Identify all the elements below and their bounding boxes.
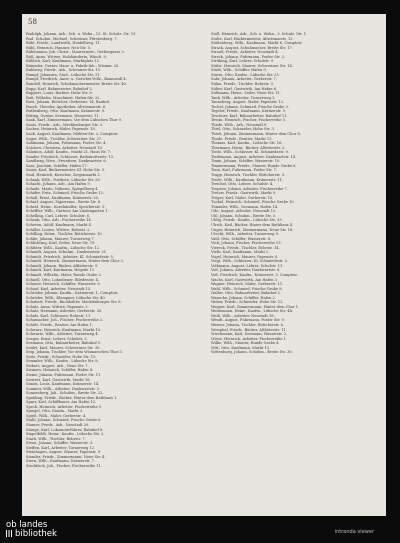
directory-entry: Schäfer, Fritz, Schmied, Frische Grube 12. bbox=[26, 191, 105, 196]
directory-entry: Ruhberg, Friedr., Arb., Scheunen-Str. 15. bbox=[26, 68, 102, 73]
directory-entry: Sachse, Heinrich, Maler, Papenstr. 18. bbox=[26, 127, 96, 132]
directory-entry: Siewert, Karl, Gastwirth, Markt 18. bbox=[26, 377, 91, 382]
directory-entry: Schmidt, Heinrich, Zimmermann, Hinter dem Chor 3. bbox=[26, 259, 124, 264]
directory-entry: Semmler, Wilh., Kaufm., Lübsche Str. 8. bbox=[26, 359, 99, 364]
directory-entry: Vick, Johann, Fischer, Fischerreihe 13. bbox=[211, 241, 282, 246]
directory-entry: Sommer, Wilh., Arbeiter, Dankwartstr. 2. bbox=[26, 386, 101, 391]
directory-entry: Weber, Friedr., Schneider, Hohe Str. 12. bbox=[211, 300, 284, 305]
directory-entry: Schlie, Johann, Maurer, Turnerweg 7. bbox=[26, 236, 95, 241]
directory-entry: Stamer, Friedr., Arb., Neustadt 20. bbox=[26, 423, 90, 428]
directory-entry: Uhl, Johann, Schuhm., Breite Str. 5. bbox=[211, 213, 277, 218]
directory-entry: Scheven, Adolf, Kaufmann, Markt 4. bbox=[26, 222, 93, 227]
directory-entry: Salomon, Adolf, Kaufm., Markt 21, Haus Nr. 7. bbox=[26, 150, 112, 155]
directory-entry: Schacht, Johann, Arb., Am Hafen 9. bbox=[26, 182, 91, 187]
directory-entry: Witt, Otto, Kaufmann, Markt 13. bbox=[211, 345, 271, 350]
directory-entry: Rüß, Anna, Wittwe, Holzhänderin, Wäsch. 9. bbox=[26, 54, 107, 59]
directory-entry: Rust, Johann, Böttcher, Gerberstr. 14, Bauhof. bbox=[26, 100, 110, 105]
directory-entry: Salchow, Christian, Arbeiter, Neustadt 10. bbox=[26, 145, 103, 150]
directory-entry: Schulz, Karl, Schlosser, Bohrstr. 11. bbox=[26, 313, 92, 318]
directory-entry: Stange, Karl, Lokomotivführer, Bahnhof 8. bbox=[26, 427, 104, 432]
directory-entry: Westphal, Friedr., Bäcker, Altböterstr. 11. bbox=[211, 327, 287, 332]
directory-entry: Rühlemann, Joh. Christ., Maurermstr., Gerbergasse 3. bbox=[26, 50, 125, 55]
directory-entry: Steinhagen, August, Maurer, Papenstr. 9. bbox=[26, 450, 102, 455]
directory-entry: Sager, Wilh., Tischler, Schweriner Str. 27. bbox=[26, 136, 103, 141]
directory-entry: Sandberg, Wwe., Privatiere, Dankwartstr. 6. bbox=[26, 159, 107, 164]
directory-entry: Strack, August, Schuhmacher, Breite Str. 17. bbox=[211, 45, 293, 50]
directory-entry: Treichel, Otto, Lehrer, Schulstr. 4. bbox=[211, 182, 274, 187]
directory-entry: Voß, Johann, Arbeiter, Dankwartstr. 8. bbox=[211, 268, 281, 273]
directory-entry: Stahl, Johann, Schmied, Frische Grube 6. bbox=[26, 418, 102, 423]
directory-entry: Thede, Wilh., Arb., Neustadt 8. bbox=[211, 122, 268, 127]
directory-entry: Strauß, Friedr., Arbeiter, Neustadt 4. bbox=[211, 50, 279, 55]
directory-entry: Utecht, Wilh., Arbeiter, Turnerweg 9. bbox=[211, 232, 280, 237]
directory-entry: Rühl, Friedr., Landwirth, Heidelberg. 11. bbox=[26, 41, 101, 46]
directory-entry: Schubert, Friedr., Buchhalter, Mecklenburger Str. 8. bbox=[26, 300, 122, 305]
directory-entry: Seeger, Ernst, Lehrer, Schulstr. 2. bbox=[26, 336, 88, 341]
directory-entry: Siems, Johann, Fuhrmann, Poeler Str. 11. bbox=[26, 373, 102, 378]
directory-entry: Thode, Friedr., Rentier, Markt 15. bbox=[211, 136, 273, 141]
directory-entry: Spiegel, Otto, Kaufm., Markt 3. bbox=[26, 409, 84, 414]
directory-entry: Scheel, Heinr., Kornhändler, Speicherstr. 3. bbox=[26, 204, 106, 209]
directory-entry: Schulz, Anna, Wittwe, Papenstr. 3. bbox=[26, 304, 89, 309]
directory-entry: Seemann, Otto, Bahnarbeiter, Bahnhof 5. bbox=[26, 341, 102, 346]
directory-entry: Schall, Ernst, Kaufmann, Krämerstr. 20. bbox=[26, 195, 100, 200]
directory-entry: Stolte, Karl, Bäckermeister, Altwismarstr. 12. bbox=[211, 36, 294, 41]
directory-entry: Schwartz, Wilh., Arbeiter, Turnerweg 4. bbox=[26, 332, 99, 337]
directory-entry: Schaak, Wilh., Postbote, Lübsche Str. 55. bbox=[26, 177, 101, 182]
directory-entry: Wendt, August, Fuhrmann, Poeler Str. 9. bbox=[211, 318, 285, 323]
directory-entry: Seip, Johann, Tischler, Vor dem Wismarschen Thor 3. bbox=[26, 350, 123, 355]
directory-entry: Scharf, August, Zigarrenm., Breite Str. 8. bbox=[26, 200, 102, 205]
directory-entry: Rumpf, Johannes, Stud., Lübsche Str. 31. bbox=[26, 72, 101, 77]
directory-entry: Schlüter, Wilh., Kaufm., Lübsche Str. 12. bbox=[26, 245, 101, 250]
library-logo bbox=[6, 521, 57, 539]
directory-entry: Tretow, Friedr., Gastwirth, Markt 9. bbox=[211, 191, 277, 196]
directory-entry: Rudolph, Johann, Arb., Sch. u. Wohn., 15, St. Schulz. Str. 19. bbox=[26, 32, 137, 36]
directory-entry: Tegeler, Friedr., Kaufmann, Krämerstr. 9. bbox=[211, 109, 287, 114]
directory-entry: Voigt, Wilh., Schlosser, Kl. Schmiedestr. 2. bbox=[211, 259, 289, 264]
directory-entry: Warncke, Johann, Schiffer, Hafen 2. bbox=[211, 295, 276, 300]
directory-entry: Ruppert, Louis, Barbier, Hohe Str. 8. bbox=[26, 91, 93, 96]
directory-entry: Saatz, Friedr., Arb., Mecklenburger Str. 3. bbox=[26, 122, 104, 127]
directory-entry: Trapp, Heinrich, Tischler, Böttcherstr. 3. bbox=[211, 172, 286, 177]
directory-entry: Schröder, Wilh., Klempner, Lübsche Str. 40. bbox=[26, 295, 106, 300]
directory-entry: Schiller, Louise, Wittwe, Bohrstr. 2. bbox=[26, 227, 91, 232]
directory-entry: Rud. Schuhm. Michael, Schreiner, Fürstenberg. 7. bbox=[26, 36, 118, 41]
directory-entry: Schilling, Heinr., Tischler, Böttcherstr. 10. bbox=[26, 232, 103, 237]
directory-entry: Vieth, Karl, Kaufmann, Markt 2. bbox=[211, 250, 270, 255]
directory-entry: Speck, Heinrich, Arbeiter, Fischerreihe 9. bbox=[26, 404, 103, 409]
right-column bbox=[211, 32, 381, 355]
directory-entry: Thieß, Johann, Zimmermann, Hinter dem Chor 8. bbox=[211, 132, 301, 137]
directory-entry: Tonn, Karl, Fuhrmann, Poeler Str. 7. bbox=[211, 168, 278, 173]
directory-entry: Tessin, Heinrich, Fischer, Fischerreihe 5. bbox=[211, 118, 287, 123]
directory-entry: Sparr, Karl, Schiffbauer, Am Hafen 12. bbox=[26, 400, 97, 405]
directory-entry: Rupp, Karl, Bahnmeister, Bahnhof 2. bbox=[26, 86, 93, 91]
directory-entry: Streck, Johann, Fuhrmann, Poeler Str. 2. bbox=[211, 54, 286, 59]
directory-entry: Teschner, Karl, Bahnarbeiter, Bahnhof 11. bbox=[211, 113, 288, 118]
directory-entry: Suhr, Johann, Arbeiter, Gerberstr. 7. bbox=[211, 77, 277, 82]
directory-entry: Tümmler, Wilh., Seemann, Hafen 14. bbox=[211, 204, 279, 209]
directory-entry: Schütt, Friedr., Rentier, Am Hafen 1. bbox=[26, 323, 94, 327]
directory-entry: Stübe, Heinrich, Maurer, Schweriner Str. 14. bbox=[211, 63, 294, 68]
document-page bbox=[22, 14, 386, 516]
directory-entry: Spalding, Friedr., Bäcker, Hinter dem Rathhaus 1. bbox=[26, 395, 118, 400]
directory-entry: Sturm, Otto, Kaufm., Lübsche Str. 25. bbox=[211, 72, 280, 77]
directory-entry: Rusch, Theodor, Apotheker, Altwismarstr. 6. bbox=[26, 104, 107, 109]
directory-entry: Schoof, Karl, Arbeiter, Neustadt 15. bbox=[26, 286, 92, 291]
directory-entry: Ulrich, Karl, Bäcker, Hinter dem Rathhaus 4. bbox=[211, 222, 294, 227]
directory-entry: Vogel, Heinrich, Maurer, Papenstr. 6. bbox=[211, 254, 279, 259]
directory-entry: Siemers, Heinrich, Schiffer, Hafen 4. bbox=[26, 368, 94, 373]
directory-entry: Ruthenberg, Otto, Kaufmann, Krämerstr. 5. bbox=[26, 109, 106, 114]
directory-entry: Uhlig, Friedr., Kaufm., Lübsche Str. 33. bbox=[211, 218, 283, 223]
directory-entry: Schumacher, Joh., Fischer, Fischerreihe 2. bbox=[26, 318, 104, 323]
directory-entry: Sonnenberg, Joh., Schuhm., Breite Str. 22. bbox=[26, 391, 104, 396]
directory-entry: Rühl, Heinrich, Hausier, Neu-Str. 5. bbox=[26, 45, 92, 50]
directory-entry: Thiel, Otto, Schneider, Hohe Str. 3. bbox=[211, 127, 275, 132]
directory-entry: Wilke, Wilh., Maurer, Runde Grube 4. bbox=[211, 341, 280, 346]
directory-entry: Viereck, Friedr., Tischler, Bohrstr. 14. bbox=[211, 245, 280, 250]
page-number: 58 bbox=[28, 18, 37, 26]
directory-entry: Werner, Johann, Tischler, Böttcherstr. 6. bbox=[211, 323, 285, 327]
directory-entry: Schenk, Otto, Arb., Fischerreihe 14. bbox=[26, 218, 92, 223]
directory-entry: Schnell, Otto, Lohndiener, Bliedenstr. 4. bbox=[26, 277, 100, 282]
directory-entry: Sack, August, Kaufmann, Mühlen-Str. 2, Comptoir. bbox=[26, 132, 119, 137]
directory-entry: Thomas, Karl, Kaufm., Lübsche Str. 16. bbox=[211, 141, 283, 146]
directory-entry: Weidemann, Heinr., Kaufm., Lübsche Str. 44. bbox=[211, 309, 294, 314]
directory-entry: Spieß, Wilh., Maler, Gerberstr. 4. bbox=[26, 413, 87, 418]
directory-entry: Wiese, Heinrich, Arbeiter, Fischerreihe 1. bbox=[211, 336, 288, 341]
library-logo-line1: ob landes bbox=[6, 520, 48, 530]
directory-entry: Schnoor, Heinrich, Schiffer, Wasserstr. 6. bbox=[26, 282, 101, 287]
directory-entry: Stark, Wilh., Tischler, Bohrstr. 7. bbox=[26, 436, 86, 441]
directory-entry: Schelling, Carl, Lehrer, Schulstr. 6. bbox=[26, 213, 91, 218]
directory-entry: Wagner, Heinrich, Maler, Gerberstr. 11. bbox=[211, 282, 284, 287]
directory-entry: Schmidt, August, Schuhm., Dankwartstr. 21. bbox=[26, 250, 108, 255]
directory-entry: Trede, Wilh., Kaufmann, Krämerstr. 11. bbox=[211, 177, 283, 182]
directory-entry: Schröder, Johann, Kaufm., Krämerstr. 1, Comptoir. bbox=[26, 291, 119, 296]
directory-entry: Sülau, Friedr., Tischler, Bohrstr. 3. bbox=[211, 82, 274, 87]
directory-entry: Schade, Marie, Näherin, Spiegelberg 4. bbox=[26, 186, 99, 191]
directory-entry: Wahl, Wilh., Schmied, Frische Grube 8. bbox=[211, 286, 283, 291]
directory-entry: Unger, Heinrich, Zimmermann, Neue Str. 16. bbox=[211, 227, 294, 232]
directory-entry: Siebert, August, Arb., Neue Str. 7. bbox=[26, 363, 89, 368]
directory-entry: Tiede, Wilh., Schlosser, Kl. Schmiedestr. 9. bbox=[211, 150, 289, 155]
directory-entry: Wittenburg, Johann, Schuhm., Breite Str. 30. bbox=[211, 350, 293, 355]
directory-entry: Wegner, Karl, Zimmermann, Hinter dem Chor 1. bbox=[211, 304, 300, 309]
directory-entry: Treptow, Johann, Arbeiter, Fischerreihe 7. bbox=[211, 186, 288, 191]
directory-entry: Sass, Joachim, Schiffer, Hafen 17. bbox=[26, 163, 88, 168]
directory-entry: Wachs, Karl, Gastwirth, Am Hafen 3. bbox=[211, 277, 279, 282]
directory-entry: Steen, Johann, Schiffer, Wasserstr. 3. bbox=[26, 441, 94, 446]
directory-entry: Tank, Wilh., Arbeiter, Turnerweg 1. bbox=[211, 95, 276, 100]
directory-entry: Schwarz, Heinrich, Kaufmann, Markt 10. bbox=[26, 327, 102, 332]
directory-entry: Sülter, Karl, Gastwirth, Am Hafen 6. bbox=[211, 86, 278, 91]
directory-entry: Rumpf, Friedrich, Amts- u. Gerichts-Vollz., Baumwall 4. bbox=[26, 77, 127, 82]
directory-entry: Strübing, Karl, Lehrer, Schulstr. 9. bbox=[211, 59, 275, 64]
directory-entry: Stender, Friedr., Zimmermann, Neue Str. 4. bbox=[26, 454, 106, 459]
directory-entry: Rühlich, Karl, Kaufmann, Marktplatz 12. bbox=[26, 59, 101, 64]
directory-entry: Schulz, Hermann, Arbeiter, Gerberstr. 20. bbox=[26, 309, 103, 314]
directory-entry: Sauer, Karl, Bäckermeister, Kl. Hohe Str. 3. bbox=[26, 168, 106, 173]
directory-entry: Schlichting, Karl, Seiler, Neue Str. 19. bbox=[26, 241, 96, 246]
directory-entry: Tuchel, Heinrich, Schmied, Frische Grube 10. bbox=[211, 200, 295, 205]
directory-entry: Simon, Louis, Kaufmann, Krämerstr. 14. bbox=[26, 382, 100, 387]
directory-entry: Weiß, Wilh., Arbeiter, Neustadt 18. bbox=[211, 313, 275, 318]
directory-entry: Voß, Friedrich, Kaufm., Krämerstr. 3, Comptoir. bbox=[211, 272, 298, 277]
directory-entry: Studt, Wilh., Schiffer, Hafen 9. bbox=[211, 68, 267, 73]
directory-entry: Volkmann, August, Lehrer, Schulstr. 11. bbox=[211, 263, 284, 268]
directory-entry: Schmidt, Wilhelm, Maler, Runde Grube 2. bbox=[26, 272, 103, 277]
directory-entry: Ruß, Wilhelm, Maschinist, Hafen-Str. 22. bbox=[26, 95, 101, 100]
directory-entry: Sahlmann, Johann, Fuhrmann, Poeler Str. 4. bbox=[26, 141, 107, 146]
directory-entry: Seitz, Friedr., Schneider, Hohe Str. 15. bbox=[26, 354, 97, 359]
directory-entry: Sander, Friedrich, Schlosser, Bademutterstr. 13. bbox=[26, 154, 115, 159]
directory-entry: Wiechmann, Karl, Seemann, Wasserstr. 2. bbox=[211, 332, 288, 337]
directory-entry: Saul, Heinrich, Kutscher, Ziegenmarkt 2. bbox=[26, 172, 101, 177]
directory-entry: Walter, Otto, Bahnarbeiter, Bahnhof 3. bbox=[211, 291, 281, 296]
left-column bbox=[26, 32, 196, 469]
library-logo-line2: bibliothek bbox=[15, 529, 57, 539]
directory-entry: Tröger, Karl, Maler, Gerberstr. 15. bbox=[211, 195, 274, 200]
directory-entry: Scheffler, Wilh., Gärtner, Am Lindengarten 1. bbox=[26, 209, 109, 214]
directory-entry: Schmidt, Johann, Bäcker, Altböterstr. 9. bbox=[26, 263, 99, 268]
directory-entry: Stern, Wilh., Kaufmann, Krämerstr. 7. bbox=[26, 459, 96, 464]
directory-entry: Stoll, Heinrich, Arb., Sch. u. Wohn., 3. Schulz. Str. 1. bbox=[211, 32, 308, 36]
directory-entry: Ude, August, Arbeiter, Neustadt 12. bbox=[211, 209, 277, 214]
directory-entry: Thormann, Heinr., Bäcker, Altböterstr. 2. bbox=[211, 145, 286, 150]
directory-entry: Seidel, Karl, Maurer, Schweriner Str. 30. bbox=[26, 345, 101, 350]
directory-entry: Tanneberg, August, Maler, Papenstr. 12. bbox=[211, 100, 285, 105]
viewer-credit: intranda viewer bbox=[334, 529, 374, 535]
directory-entry: Vahl, Otto, Schiffer, Wasserstr. 8. bbox=[211, 236, 272, 241]
directory-entry: Stoltenberg, Wilh., Kaufmann, Markt 6, Comptoir. bbox=[211, 41, 303, 46]
directory-entry: Sültmann, Heinr., Seiler, Neue Str. 11. bbox=[211, 91, 282, 96]
directory-entry: Stockfisch, Joh., Fischer, Fischerreihe 11. bbox=[26, 463, 102, 468]
directory-entry: Techel, Johann, Schmied, Frische Grube 3. bbox=[211, 104, 289, 109]
directory-entry: Rundell, Heinrich, Schuhmachermeister, Breite Str. 40. bbox=[26, 82, 127, 87]
directory-entry: Schmidt, Friedrich, Arbeiter, Kl. Schmiedestr. 5. bbox=[26, 254, 115, 259]
directory-entry: Rümmler, Gustav, Haus- u. Fabrik-Inh., Wismar. 20. bbox=[26, 63, 120, 68]
directory-entry: Stapelfeldt, Heinr., Kaufm., Lübsche Str. 2. bbox=[26, 432, 105, 437]
library-bars-icon bbox=[6, 530, 13, 537]
directory-entry: Timm, Johann, Schiffer, Wasserstr. 10. bbox=[211, 159, 281, 164]
directory-entry: Saak, Karl, Zimmermann, Vor dem Lübschen Thor 9. bbox=[26, 118, 123, 123]
directory-entry: Rüting, Gustav, Seemann, Wasserstr. 11. bbox=[26, 113, 100, 118]
directory-entry: Schmidt, Karl, Kaufmann, Hegede 11. bbox=[26, 268, 96, 273]
directory-entry: Steffen, Karl, Arbeiter, Turnerweg 12. bbox=[26, 445, 96, 450]
directory-entry: Tiedemann, August, Arbeiter, Dankwartstr. 14. bbox=[211, 154, 297, 159]
directory-entry: Timmermann, Friedr., Maurer, Runde Grube 6. bbox=[211, 163, 297, 168]
